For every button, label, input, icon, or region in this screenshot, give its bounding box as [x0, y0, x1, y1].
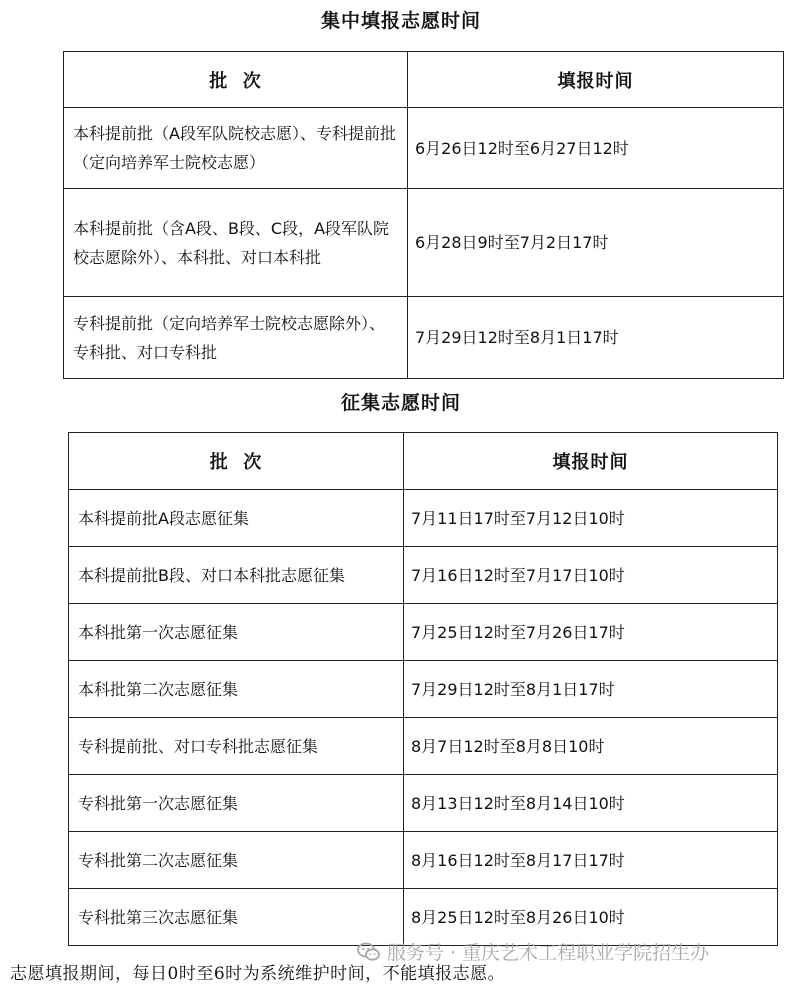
- section1-title: 集中填报志愿时间: [320, 10, 481, 32]
- table-row: [64, 189, 784, 297]
- application-schedule-table: [63, 51, 784, 379]
- table-row: [64, 108, 784, 189]
- batch-cell: 本科提前批B段、对口本科批志愿征集: [69, 547, 404, 604]
- watermark-text: 服务号 · 重庆艺术工程职业学院招生办: [387, 942, 710, 964]
- time-cell: 7月29日12时至8月1日17时: [404, 661, 778, 718]
- table-row: [69, 775, 778, 832]
- batch-cell: 本科提前批（含A段、B段、C段，A段军队院校志愿除外）、本科批、对口本科批: [64, 189, 408, 297]
- table-header-row: [69, 433, 778, 490]
- time-cell: 6月26日12时至6月27日12时: [408, 108, 784, 189]
- time-cell: 8月7日12时至8月8日10时: [404, 718, 778, 775]
- table-row: [69, 547, 778, 604]
- time-cell: 6月28日9时至7月2日17时: [408, 189, 784, 297]
- footer-note: 志愿填报期间，每日0时至6时为系统维护时间，不能填报志愿。: [10, 964, 506, 984]
- table-row: [69, 832, 778, 889]
- table-row: [64, 297, 784, 379]
- batch-cell: 专科提前批、对口专科批志愿征集: [69, 718, 404, 775]
- section2-title: 征集志愿时间: [340, 392, 461, 414]
- header-batch: 批 次: [69, 433, 404, 490]
- time-cell: 7月16日12时至7月17日10时: [404, 547, 778, 604]
- table-row: [69, 889, 778, 946]
- time-cell: 8月25日12时至8月26日10时: [404, 889, 778, 946]
- header-time: 填报时间: [404, 433, 778, 490]
- time-cell: 7月11日17时至7月12日10时: [404, 490, 778, 547]
- header-time: 填报时间: [408, 52, 784, 108]
- time-cell: 7月25日12时至7月26日17时: [404, 604, 778, 661]
- header-batch: 批 次: [64, 52, 408, 108]
- batch-cell: 专科批第二次志愿征集: [69, 832, 404, 889]
- table-row: [69, 718, 778, 775]
- batch-cell: 本科批第一次志愿征集: [69, 604, 404, 661]
- time-cell: 7月29日12时至8月1日17时: [408, 297, 784, 379]
- batch-cell: 专科批第一次志愿征集: [69, 775, 404, 832]
- batch-cell: 本科提前批A段志愿征集: [69, 490, 404, 547]
- time-cell: 8月16日12时至8月17日17时: [404, 832, 778, 889]
- supplementary-schedule-table: [68, 432, 778, 946]
- table-row: [69, 604, 778, 661]
- table-row: [69, 661, 778, 718]
- batch-cell: 本科提前批（A段军队院校志愿）、专科提前批（定向培养军士院校志愿）: [64, 108, 408, 189]
- time-cell: 8月13日12时至8月14日10时: [404, 775, 778, 832]
- table-row: [69, 490, 778, 547]
- batch-cell: 本科批第二次志愿征集: [69, 661, 404, 718]
- table-header-row: [64, 52, 784, 108]
- batch-cell: 专科批第三次志愿征集: [69, 889, 404, 946]
- batch-cell: 专科提前批（定向培养军士院校志愿除外）、专科批、对口专科批: [64, 297, 408, 379]
